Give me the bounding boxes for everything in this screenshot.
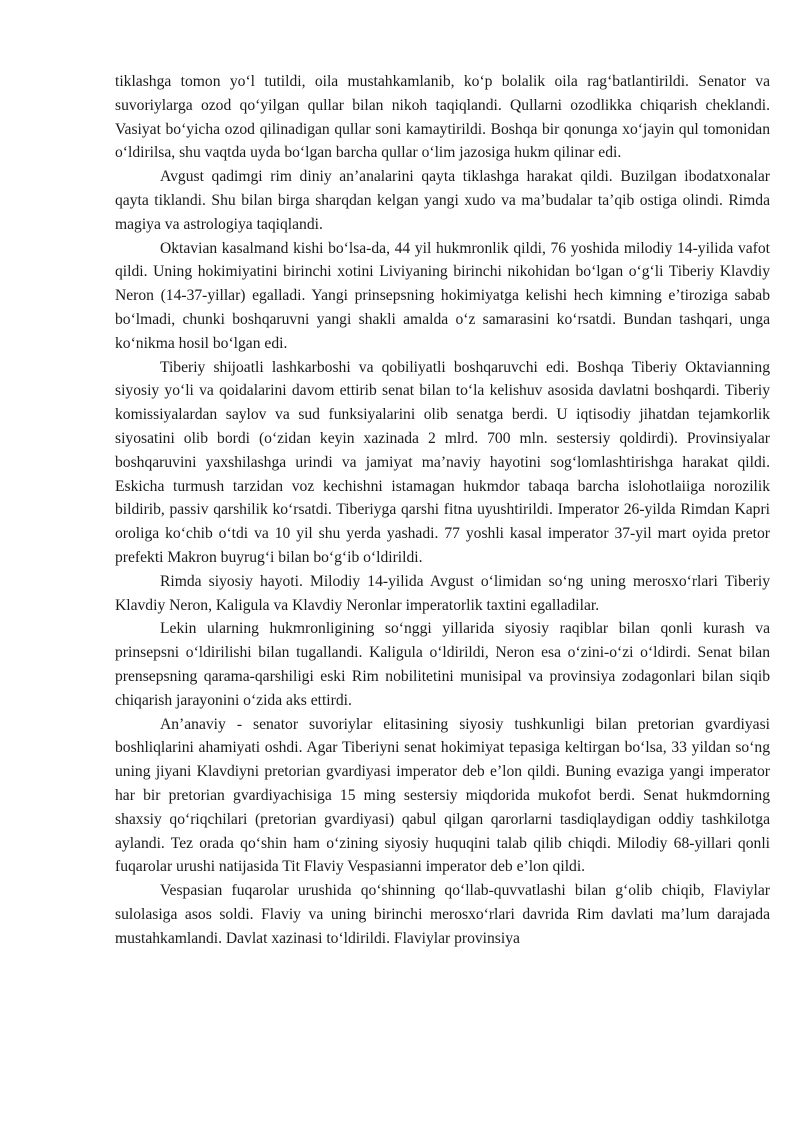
paragraph-continuation: tiklashga tomon yo‘l tutildi, oila mustahkamlanib, ko‘p bolalik oila rag‘batlantirildi. Senator va suvoriylarga ozod qo‘yilgan qullar bilan nikoh taqiqlandi. Qullarni ozodlikka chiqarish cheklandi. Vasiyat bo‘yicha ozod qilinadigan qullar soni kamaytirildi. Boshqa bir qonunga xo‘jayin qul tomonidan o‘ldirilsa, shu vaqtda uyda bo‘lgan barcha qullar o‘lim jazosiga hukm qilinar edi. — [115, 73, 770, 162]
paragraph-avgust-religion: Avgust qadimgi rim diniy an’analarini qayta tiklashga harakat qildi. Buzilgan ibodatxonalar qayta tiklandi. Shu bilan birga sharqdan kelgan yangi xudo va ma’budalar ta’qib ostiga olindi. Rimda magiya va astrologiya taqiqlandi. — [115, 168, 770, 233]
paragraph-pretorian-guard: An’anaviy - senator suvoriylar elitasining siyosiy tushkunligi bilan pretorian gvardiyasi boshliqlarini ahamiyati oshdi. Agar Tiberiyni senat hokimiyat tepasiga keltirgan bo‘lsa, 33 yildan so‘ng uning jiyani Klavdiyni pretorian gvardiyasi imperator deb e’lon qildi. Buning evaziga yangi imperator har bir pretorian gvardiyachisiga 15 ming sestersiy miqdorida mukofot berdi. Senat hukmdorning shaxsiy qo‘riqchilari (pretorian gvardiyasi) qabul qilgan qarorlarni tasdiqlaydigan oddiy tashkilotga aylandi. Tez orada qo‘shin ham o‘zining siyosiy huquqini talab qilib chiqdi. Milodiy 68-yillari qonli fuqarolar urushi natijasida Tit Flaviy Vespasianni imperator deb e’lon qildi. — [115, 715, 770, 876]
paragraph-oktavian-death: Oktavian kasalmand kishi bo‘lsa-da, 44 yil hukmronlik qildi, 76 yoshida milodiy 14-yilida vafot qildi. Uning hokimiyatini birinchi xotini Liviyaning birinchi nikohidan bo‘lgan o‘g‘li Tiberiy Klavdiy Neron (14-37-yillar) egalladi. Yangi prinsepsning hokimiyatga kelishi hech kimning e’tiroziga sabab bo‘lmadi, chunki boshqaruvni yangi shakli amalda o‘z samarasini ko‘rsatdi. Bundan tashqari, unga ko‘nikma hosil bo‘lgan edi. — [115, 239, 770, 352]
paragraph-vespasian: Vespasian fuqarolar urushida qo‘shinning qo‘llab-quvvatlashi bilan g‘olib chiqib, Flaviylar sulolasiga asos soldi. Flaviy va uning birinchi merosxo‘rlari davrida Rim davlati ma’lum darajada mustahkamlandi. Davlat xazinasi to‘ldirildi. Flaviylar provinsiya — [115, 882, 770, 947]
paragraph-struggle: Lekin ularning hukmronligining so‘nggi yillarida siyosiy raqiblar bilan qonli kurash va prinsepsni o‘ldirilishi bilan tugallandi. Kaligula o‘ldirildi, Neron esa o‘zini-o‘zi o‘ldirdi. Senat bilan prensepsning qarama-qarshiligi eski Rim nobilitetini munisipal va provinsiya zodagonlari bilan siqib chiqarish jarayonini o‘zida aks ettirdi. — [115, 620, 770, 709]
document-page — [115, 70, 770, 950]
paragraph-political-life: Rimda siyosiy hayoti. Milodiy 14-yilida Avgust o‘limidan so‘ng uning merosxo‘rlari Tiberiy Klavdiy Neron, Kaligula va Klavdiy Neronlar imperatorlik taxtini egalladilar. — [115, 572, 770, 614]
paragraph-tiberiy: Tiberiy shijoatli lashkarboshi va qobiliyatli boshqaruvchi edi. Boshqa Tiberiy Oktavianning siyosiy yo‘li va qoidalarini davom ettirib senat bilan to‘la kelishuv asosida davlatni boshqardi. Tiberiy komissiyalardan saylov va sud funksiyalarini olib senatga berdi. U iqtisodiy jihatdan tejamkorlik siyosatini olib bordi (o‘zidan keyin xazinada 2 mlrd. 700 mln. sestersiy qoldirdi). Provinsiyalar boshqaruvini yaxshilashga urindi va jamiyat ma’naviy hayotini sog‘lomlashtirishga harakat qildi. Eskicha turmush tarzidan voz kechishni istamagan hukmdor tabaqa barcha islohotlaiiga norozilik bildirib, passiv qarshilik ko‘rsatdi. Tiberiyga qarshi fitna uyushtirildi. Imperator 26-yilda Rimdan Kapri oroliga ko‘chib o‘tdi va 10 yil shu yerda yashadi. 77 yoshli kasal imperator 37-yil mart oyida pretor prefekti Makron buyrug‘i bilan bo‘g‘ib o‘ldirildi. — [115, 358, 770, 566]
